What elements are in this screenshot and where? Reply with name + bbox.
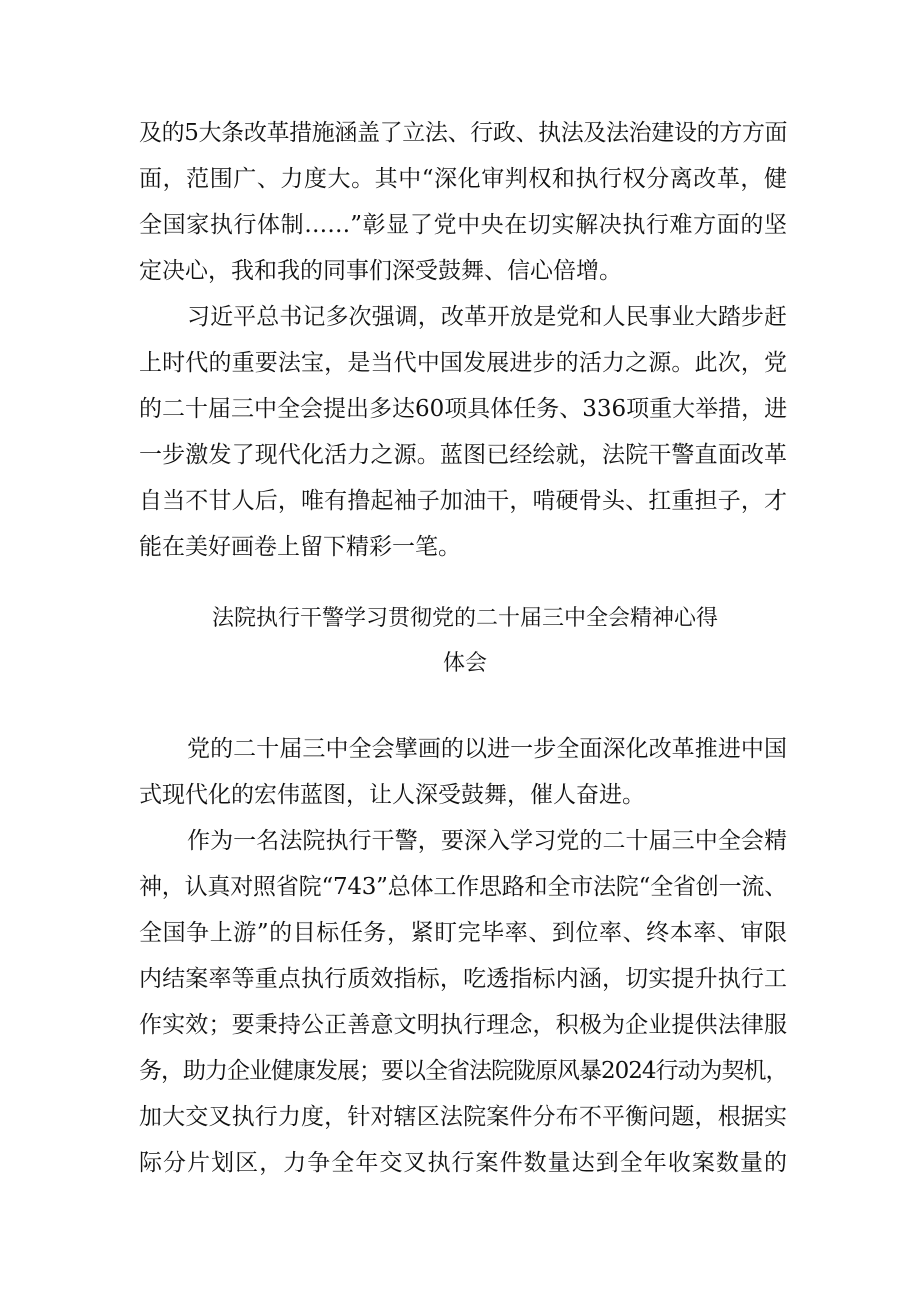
- paragraph-line: 内结案率等重点执行质效指标，吃透指标内涵，切实提升执行工: [139, 966, 787, 992]
- paragraph-line: 自当不甘人后，唯有撸起袖子加油干，啃硬骨头、扛重担子，才: [139, 488, 787, 514]
- article-title-line-2: 体会: [442, 651, 487, 676]
- paragraph-line: 全国争上游”的目标任务，紧盯完毕率、到位率、终本率、审限: [139, 920, 787, 946]
- paragraph-line: 的二十届三中全会提出多达60项具体任务、336项重大举措，进: [139, 396, 788, 422]
- paragraph-line: 作为一名法院执行干警，要深入学习党的二十届三中全会精: [187, 828, 787, 854]
- paragraph-line: 式现代化的宏伟蓝图，让人深受鼓舞，催人奋进。: [139, 782, 645, 808]
- paragraph-line: 神，认真对照省院“743”总体工作思路和全市法院“全省创一流、: [139, 874, 787, 900]
- paragraph-line: 作实效；要秉持公正善意文明执行理念，积极为企业提供法律服: [139, 1012, 787, 1038]
- paragraph-line: 上时代的重要法宝，是当代中国发展进步的活力之源。此次，党: [139, 350, 787, 376]
- paragraph-line: 加大交叉执行力度，针对辖区法院案件分布不平衡问题，根据实: [139, 1104, 787, 1130]
- paragraph-line: 能在美好画卷上留下精彩一笔。: [139, 534, 461, 560]
- paragraph-line: 习近平总书记多次强调，改革开放是党和人民事业大踏步赶: [187, 304, 787, 330]
- paragraph-line: 际分片划区，力争全年交叉执行案件数量达到全年收案数量的: [139, 1150, 787, 1176]
- paragraph-line: 定决心，我和我的同事们深受鼓舞、信心倍增。: [139, 258, 622, 284]
- paragraph-line: 及的5大条改革措施涵盖了立法、行政、执法及法治建设的方方面: [139, 120, 787, 146]
- article-title-line-1: 法院执行干警学习贯彻党的二十届三中全会精神心得: [211, 606, 718, 631]
- paragraph-line: 党的二十届三中全会擘画的以进一步全面深化改革推进中国: [187, 736, 787, 762]
- paragraph-line: 全国家执行体制……”彰显了党中央在切实解决执行难方面的坚: [139, 212, 787, 238]
- paragraph-line: 务，助力企业健康发展；要以全省法院陇原风暴2024行动为契机，: [139, 1058, 788, 1084]
- paragraph-line: 一步激发了现代化活力之源。蓝图已经绘就，法院干警直面改革: [139, 442, 787, 468]
- paragraph-line: 面，范围广、力度大。其中“深化审判权和执行权分离改革，健: [139, 166, 787, 192]
